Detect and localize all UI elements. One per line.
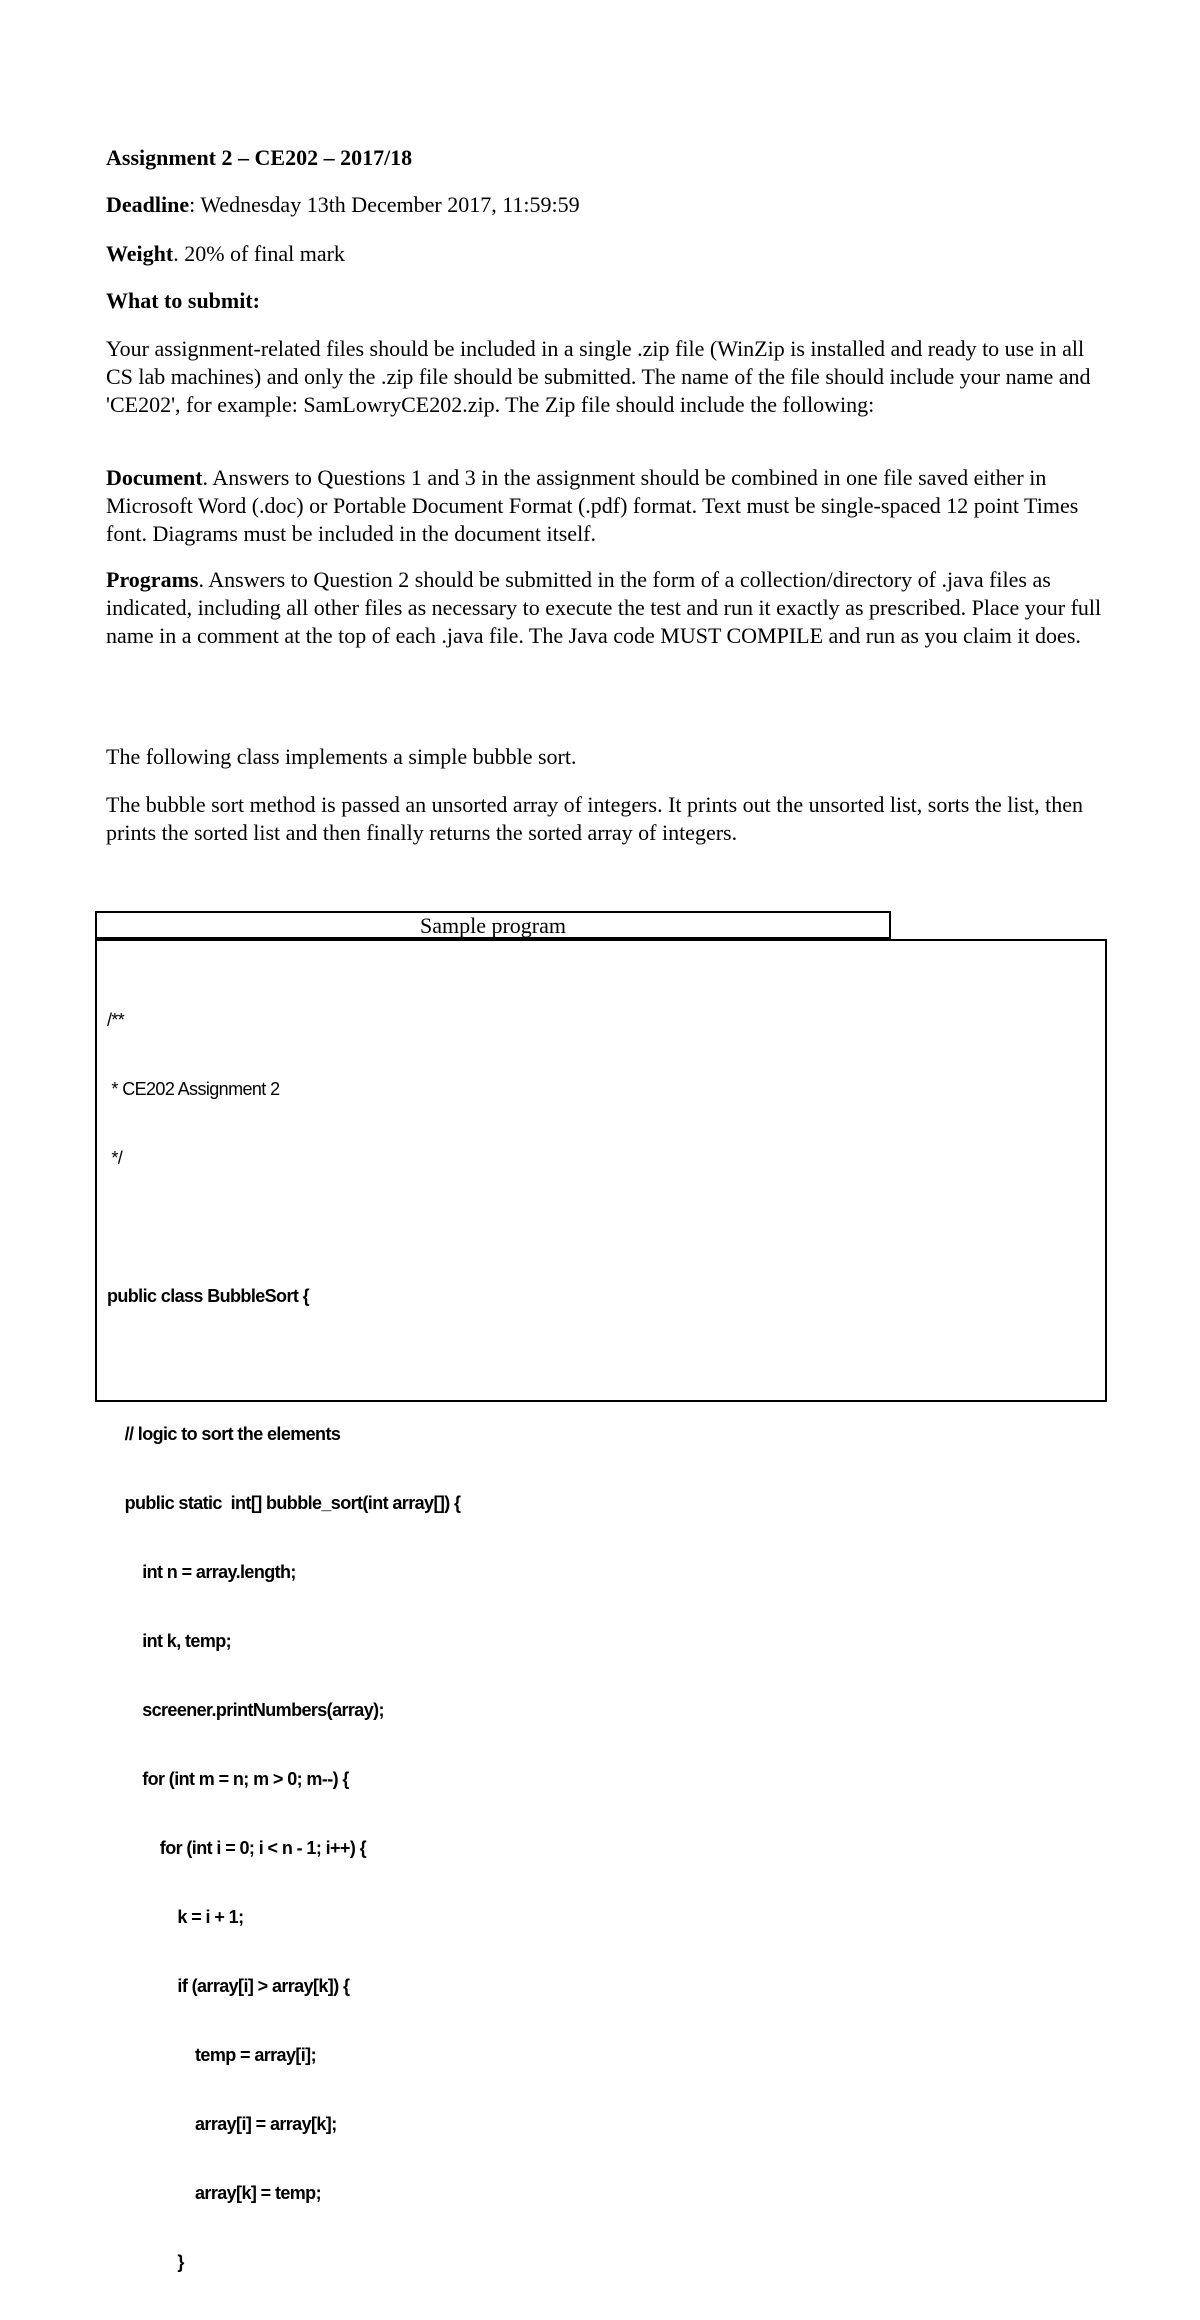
code-line: } [107,2252,184,2272]
code-line: /** [107,1010,125,1030]
weight-label: Weight [106,241,174,266]
weight-line [106,240,1106,268]
code-line: k = i + 1; [107,1907,244,1927]
document-label: Document [106,465,203,490]
code-line: */ [107,1148,123,1168]
code-line: int n = array.length; [107,1562,296,1582]
code-line: for (int m = n; m > 0; m--) { [107,1769,349,1789]
code-line: if (array[i] > array[k]) { [107,1976,350,1996]
deadline-label: Deadline [106,192,190,217]
code-line [107,1216,460,1239]
code-line: public class BubbleSort { [107,1286,310,1306]
bubble-sort-method-description: The bubble sort method is passed an unsorted array of integers. It prints out the unsorted list, sorts the list, then prints the sorted list and then finally returns the sorted array of integers. [106,792,1083,845]
code-listing [107,963,460,2320]
document-instructions [106,464,1106,548]
programs-instructions [106,566,1106,650]
sample-program-box [95,939,1107,2272]
deadline-line [106,191,1106,219]
code-line: // logic to sort the elements [107,1424,341,1444]
programs-label: Programs [106,567,199,592]
code-line: int k, temp; [107,1631,232,1651]
code-line: public static int[] bubble_sort(int array[]) { [107,1493,461,1513]
deadline-value: : Wednesday 13th December 2017, 11:59:59 [189,192,580,217]
code-line [107,1354,460,1377]
document-text: . Answers to Questions 1 and 3 in the assignment should be combined in one file saved either in Microsoft Word (.doc) or Portable Document Format (.pdf) format. Text must be single-spaced 12 point Times font. Diagrams must be included in the document itself. [106,465,1079,546]
sample-program-header: Sample program [95,911,891,939]
bubble-sort-intro: The following class implements a simple bubble sort. [106,744,577,769]
code-line: array[i] = array[k]; [107,2114,337,2134]
code-line: * CE202 Assignment 2 [107,1079,280,1099]
submission-instructions: Your assignment-related files should be included in a single .zip file (WinZip is installed and ready to use in all CS lab machines) and only the .zip file should be submitted. The name of the file should include your name and 'CE202', for example: SamLowryCE202.zip. The Zip file should include the following: [106,336,1091,417]
code-line: screener.printNumbers(array); [107,1700,384,1720]
programs-text: . Answers to Question 2 should be submitted in the form of a collection/directory of .java files as indicated, including all other files as necessary to execute the test and run it exactly as prescribed. Place your full name in a comment at the top of each .java file. The Java code MUST COMPILE and run as you claim it does. [106,567,1102,648]
code-line: temp = array[i]; [107,2045,316,2065]
code-line: array[k] = temp; [107,2183,321,2203]
what-to-submit-heading: What to submit: [106,288,261,313]
assignment-title: Assignment 2 – CE202 – 2017/18 [106,145,413,170]
code-line: for (int i = 0; i < n - 1; i++) { [107,1838,367,1858]
weight-value: . 20% of final mark [173,241,345,266]
